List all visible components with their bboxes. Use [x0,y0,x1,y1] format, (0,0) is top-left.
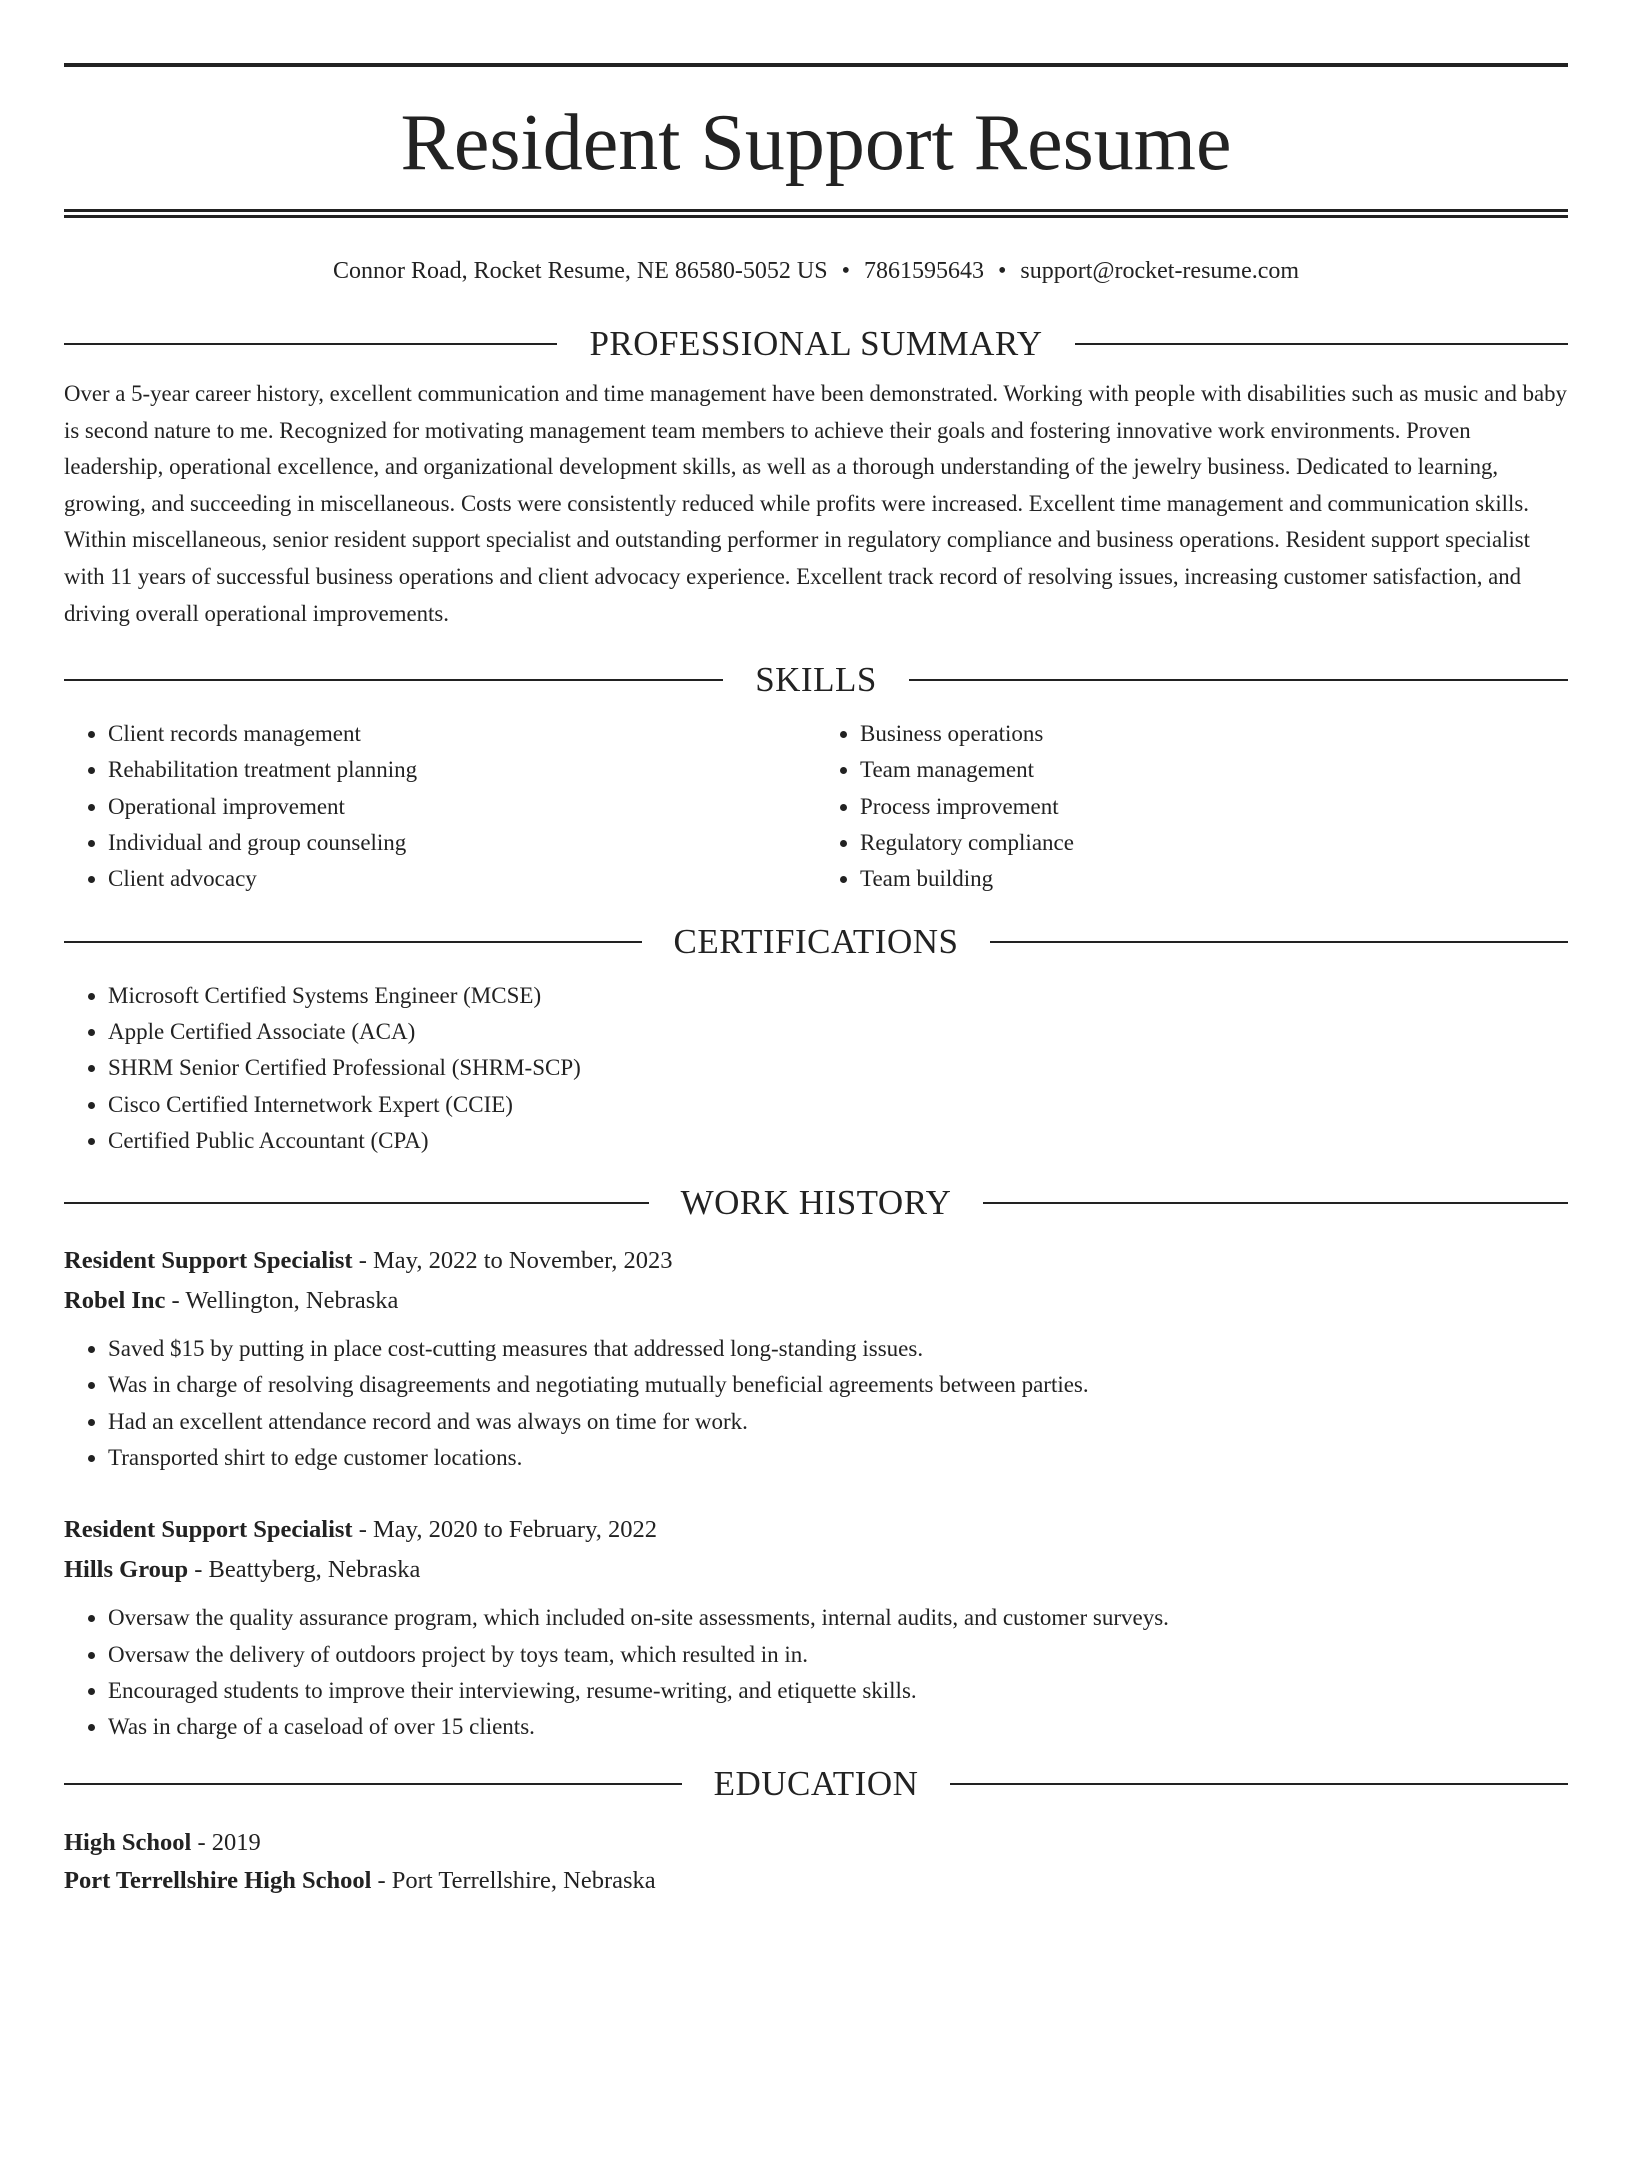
job-dates: - May, 2020 to February, 2022 [352,1516,657,1544]
job-company: Robel Inc [64,1287,166,1315]
top-rule [64,63,1568,67]
section-title-summary: PROFESSIONAL SUMMARY [589,324,1043,363]
education-degree: High School [64,1828,192,1856]
skills-list [64,716,1568,897]
section-rule [990,941,1568,943]
section-header-summary [64,322,1568,366]
contact-phone: 7861595643 [863,258,984,284]
resume-title: Resident Support Resume [400,99,1232,187]
summary-text: Over a 5-year career history, excellent communication and time management have been demonstrated. Working with people with disabilities such as music and baby is second nature to me. Recognized for motivating management team members to achieve their goals and fostering innovative work environments. Proven leadership, operational excellence, and organizational development skills, as well as a thorough understanding of the jewelry business. Dedicated to learning, growing, and succeeding in miscellaneous. Costs were consistently reduced while profits were increased. Excellent time management and communication skills. Within miscellaneous, senior resident support specialist and outstanding performer in regulatory compliance and business operations. Resident support specialist with 11 years of successful business operations and client advocacy experience. Excellent track record of resolving issues, increasing customer satisfaction, and driving overall operational improvements. [64,381,1567,626]
section-rule [64,1783,682,1785]
certification-item: • Apple Certified Associate (ACA) [108,1014,1568,1050]
skill-item: • Team management [860,752,1568,788]
skill-item: • Regulatory compliance [860,825,1568,861]
education-entry [64,1824,1568,1900]
skill-item: • Team building [860,861,1568,897]
job-bullet: • Saved $15 by putting in place cost-cutting measures that addressed long-standing issues. [108,1331,1568,1367]
education-school: Port Terrellshire High School [64,1866,372,1894]
education-degree-line [64,1824,1568,1862]
job-title: Resident Support Specialist [64,1247,353,1275]
job-bullet: • Oversaw the delivery of outdoors project by toys team, which resulted in in. [108,1637,1568,1673]
certification-item: • Cisco Certified Internetwork Expert (CCIE) [108,1087,1568,1123]
job-bullet: • Was in charge of resolving disagreements and negotiating mutually beneficial agreements between parties. [108,1367,1568,1403]
section-header-certifications [64,920,1568,964]
job-dates: - May, 2022 to November, 2023 [352,1247,673,1275]
job-title-line [64,1510,1568,1550]
skill-item: • Individual and group counseling [108,825,816,861]
contact-separator: • [997,258,1007,284]
job-bullets [64,1331,1568,1476]
skill-item: • Process improvement [860,789,1568,825]
job-location: - Beattyberg, Nebraska [188,1556,421,1584]
skill-item: • Client advocacy [108,861,816,897]
section-rule [983,1202,1568,1204]
job-bullet: • Had an excellent attendance record and was always on time for work. [108,1404,1568,1440]
section-header-education [64,1762,1568,1806]
certification-item: • Microsoft Certified Systems Engineer (MCSE) [108,978,1568,1014]
job-company-line [64,1550,1568,1590]
section-rule [64,941,642,943]
certification-item: • Certified Public Accountant (CPA) [108,1123,1568,1159]
section-rule [909,679,1568,681]
job-bullet: • Encouraged students to improve their interviewing, resume-writing, and etiquette skills. [108,1673,1568,1709]
skill-item: • Business operations [860,716,1568,752]
section-rule [1075,343,1568,345]
skill-item: • Client records management [108,716,816,752]
job-entry [64,1241,1568,1476]
skill-item: • Operational improvement [108,789,816,825]
section-header-work [64,1181,1568,1225]
section-rule [950,1783,1568,1785]
skills-column-right [816,716,1568,897]
section-title-skills: SKILLS [755,660,877,700]
section-rule [64,1202,649,1204]
skill-item: • Rehabilitation treatment planning [108,752,816,788]
job-bullet: • Was in charge of a caseload of over 15 clients. [108,1709,1568,1745]
section-header-skills [64,658,1568,702]
skills-column-left [64,716,816,897]
section-rule [64,679,723,681]
job-company-line [64,1281,1568,1321]
job-bullets [64,1600,1568,1745]
contact-line [64,256,1568,286]
job-location: - Wellington, Nebraska [165,1287,399,1315]
certifications-list [64,978,1568,1159]
section-title-education: EDUCATION [713,1763,919,1803]
job-entry [64,1510,1568,1745]
job-company: Hills Group [64,1556,189,1584]
education-school-line [64,1862,1568,1900]
job-title-line [64,1241,1568,1281]
title-double-rule [64,209,1568,218]
job-bullet: • Oversaw the quality assurance program, which included on-site assessments, internal audits, and customer surveys. [108,1600,1568,1636]
section-rule [64,343,557,345]
education-location: - Port Terrellshire, Nebraska [371,1866,656,1894]
job-title: Resident Support Specialist [64,1516,353,1544]
contact-email: support@rocket-resume.com [1020,258,1300,284]
certification-item: • SHRM Senior Certified Professional (SHRM-SCP) [108,1050,1568,1086]
contact-address: Connor Road, Rocket Resume, NE 86580-5052 US [332,258,828,284]
section-title-certifications: CERTIFICATIONS [673,921,959,961]
section-title-work: WORK HISTORY [680,1183,952,1223]
contact-separator: • [841,258,850,284]
resume-page [0,63,1632,2175]
education-year: - 2019 [191,1828,261,1856]
job-bullet: • Transported shirt to edge customer locations. [108,1440,1568,1476]
